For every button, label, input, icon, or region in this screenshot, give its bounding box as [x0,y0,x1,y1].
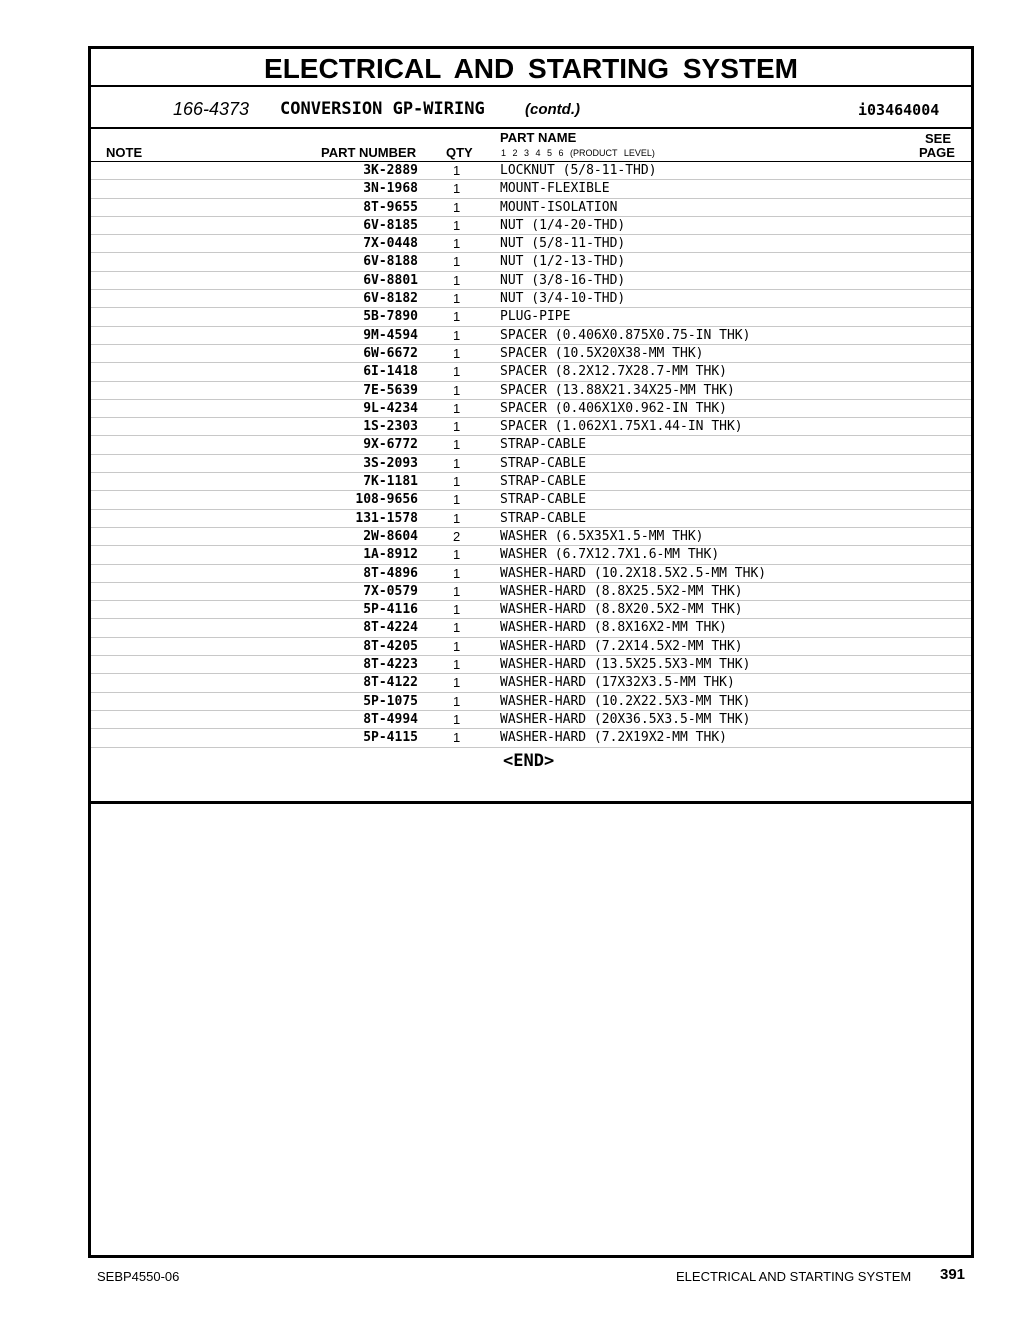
part-number-cell: 8T-4205 [363,638,418,654]
part-number-cell: 6V-8801 [363,272,418,288]
column-page: PAGE [919,145,955,160]
column-part-name: PART NAME [500,130,577,145]
part-number-cell: 3S-2093 [363,455,418,471]
table-row [91,199,971,217]
part-number-cell: 8T-4223 [363,657,418,673]
part-name-cell: MOUNT-FLEXIBLE [500,181,610,197]
table-row [91,253,971,271]
part-number-cell: 9L-4234 [363,400,418,416]
part-number-cell: 8T-4994 [363,711,418,727]
part-number-cell: 1S-2303 [363,419,418,435]
table-row [91,217,971,235]
part-number-cell: 6W-6672 [363,345,418,361]
footer-section: ELECTRICAL AND STARTING SYSTEM [676,1269,912,1284]
parts-list-frame [88,46,974,1258]
part-number-cell: 5P-4116 [363,602,418,618]
table-row [91,473,971,491]
qty-cell: 1 [453,419,461,435]
section-title: ELECTRICAL AND STARTING SYSTEM [91,49,971,87]
table-row [91,528,971,546]
part-name-cell: SPACER (13.88X21.34X25-MM THK) [500,382,735,398]
part-name-cell: WASHER-HARD (17X32X3.5-MM THK) [500,675,735,691]
table-row [91,619,971,637]
part-name-cell: NUT (1/4-20-THD) [500,217,626,233]
part-name-cell: MOUNT-ISOLATION [500,199,618,215]
footer-page-number: 391 [940,1266,966,1283]
table-row [91,162,971,180]
table-row [91,363,971,381]
part-number-cell: 3K-2889 [363,163,418,178]
table-row [91,601,971,619]
part-name-cell: NUT (1/2-13-THD) [500,254,626,270]
table-row [91,711,971,729]
part-name-cell: LOCKNUT (5/8-11-THD) [500,163,657,178]
part-number-cell: 1A-8912 [363,547,418,563]
qty-cell: 1 [453,675,461,691]
column-see: SEE [925,131,952,146]
qty-cell: 1 [453,547,461,563]
part-name-cell: SPACER (1.062X1.75X1.44-IN THK) [500,419,743,435]
table-row [91,418,971,436]
part-number-cell: 6V-8185 [363,217,418,233]
qty-cell: 1 [453,382,461,398]
qty-cell: 1 [453,565,461,581]
part-name-cell: SPACER (10.5X20X38-MM THK) [500,345,704,361]
qty-cell: 1 [453,345,461,361]
qty-cell: 1 [453,217,461,233]
part-name-cell: NUT (3/4-10-THD) [500,291,626,307]
part-number-cell: 9X-6772 [363,437,418,453]
qty-cell: 1 [453,620,461,636]
part-number-cell: 6I-1418 [363,364,418,380]
part-number-cell: 9M-4594 [363,327,418,343]
qty-cell: 1 [453,364,461,380]
qty-cell: 1 [453,163,461,178]
qty-cell: 1 [453,711,461,727]
table-row [91,638,971,656]
table-row [91,729,971,747]
table-row [91,235,971,253]
part-name-cell: NUT (3/8-16-THD) [500,272,626,288]
part-name-cell: SPACER (8.2X12.7X28.7-MM THK) [500,364,727,380]
table-row [91,546,971,564]
part-number-cell: 8T-4122 [363,675,418,691]
column-note: NOTE [106,145,143,160]
footer-doc-code: SEBP4550-06 [97,1269,180,1284]
table-row [91,491,971,509]
part-name-cell: WASHER-HARD (20X36.5X3.5-MM THK) [500,711,751,727]
qty-cell: 1 [453,272,461,288]
part-number-cell: 3N-1968 [363,181,418,197]
group-part-number: 166-4373 [173,99,250,119]
table-row [91,272,971,290]
qty-cell: 1 [453,455,461,471]
table-row [91,674,971,692]
part-name-cell: WASHER-HARD (13.5X25.5X3-MM THK) [500,657,751,673]
qty-cell: 1 [453,474,461,490]
qty-cell: 1 [453,602,461,618]
part-number-cell: 8T-4896 [363,565,418,581]
table-row [91,565,971,583]
part-name-cell: SPACER (0.406X1X0.962-IN THK) [500,400,727,416]
part-name-cell: WASHER-HARD (10.2X18.5X2.5-MM THK) [500,565,767,581]
table-row [91,400,971,418]
part-name-cell: STRAP-CABLE [500,474,587,490]
part-name-cell: NUT (5/8-11-THD) [500,236,626,252]
table-row [91,436,971,454]
table-row [91,345,971,363]
part-name-cell: STRAP-CABLE [500,510,587,526]
part-name-cell: STRAP-CABLE [500,492,587,508]
end-marker: <END> [503,751,555,771]
part-name-cell: STRAP-CABLE [500,455,587,471]
part-number-cell: 7E-5639 [363,382,418,398]
part-number-cell: 8T-9655 [363,199,418,215]
part-name-cell: SPACER (0.406X0.875X0.75-IN THK) [500,327,751,343]
parts-table [91,162,971,748]
part-number-cell: 2W-8604 [363,528,418,544]
part-number-cell: 5B-7890 [363,309,418,325]
qty-cell: 1 [453,199,461,215]
group-name: CONVERSION GP-WIRING [280,99,485,119]
qty-cell: 1 [453,492,461,508]
qty-cell: 1 [453,583,461,599]
qty-cell: 1 [453,730,461,746]
part-number-cell: 7X-0579 [363,583,418,599]
table-row [91,693,971,711]
column-qty: QTY [446,145,473,160]
part-name-cell: WASHER (6.5X35X1.5-MM THK) [500,528,704,544]
part-name-cell: PLUG-PIPE [500,309,571,325]
part-number-cell: 8T-4224 [363,620,418,636]
qty-cell: 1 [453,657,461,673]
qty-cell: 1 [453,437,461,453]
table-row [91,327,971,345]
part-number-cell: 7X-0448 [363,236,418,252]
part-number-cell: 6V-8182 [363,291,418,307]
qty-cell: 1 [453,291,461,307]
qty-cell: 1 [453,309,461,325]
continued-label: (contd.) [525,101,580,118]
qty-cell: 1 [453,327,461,343]
part-name-cell: WASHER-HARD (10.2X22.5X3-MM THK) [500,693,751,709]
qty-cell: 1 [453,693,461,709]
part-name-cell: STRAP-CABLE [500,437,587,453]
illustration-id: i03464004 [858,101,940,119]
table-row [91,583,971,601]
qty-cell: 2 [453,528,461,544]
part-number-cell: 108-9656 [355,492,418,508]
part-name-cell: WASHER-HARD (8.8X20.5X2-MM THK) [500,602,743,618]
part-number-cell: 6V-8188 [363,254,418,270]
table-row [91,308,971,326]
qty-cell: 1 [453,400,461,416]
qty-cell: 1 [453,510,461,526]
column-part-number: PART NUMBER [321,145,417,160]
table-row [91,510,971,528]
column-header [91,129,971,162]
qty-cell: 1 [453,254,461,270]
qty-cell: 1 [453,236,461,252]
part-name-cell: WASHER (6.7X12.7X1.6-MM THK) [500,547,720,563]
part-number-cell: 5P-1075 [363,693,418,709]
part-name-cell: WASHER-HARD (8.8X25.5X2-MM THK) [500,583,743,599]
table-row [91,382,971,400]
part-number-cell: 7K-1181 [363,474,418,490]
table-row [91,656,971,674]
part-name-cell: WASHER-HARD (8.8X16X2-MM THK) [500,620,727,636]
table-row [91,290,971,308]
qty-cell: 1 [453,181,461,197]
part-name-cell: WASHER-HARD (7.2X19X2-MM THK) [500,730,727,746]
part-number-cell: 5P-4115 [363,730,418,746]
table-row [91,180,971,198]
qty-cell: 1 [453,638,461,654]
part-number-cell: 131-1578 [355,510,418,526]
part-name-cell: WASHER-HARD (7.2X14.5X2-MM THK) [500,638,743,654]
group-subheader [91,87,971,129]
section-divider [91,801,971,804]
column-product-levels: 1 2 3 4 5 6 (PRODUCT LEVEL) [501,148,655,158]
table-row [91,455,971,473]
